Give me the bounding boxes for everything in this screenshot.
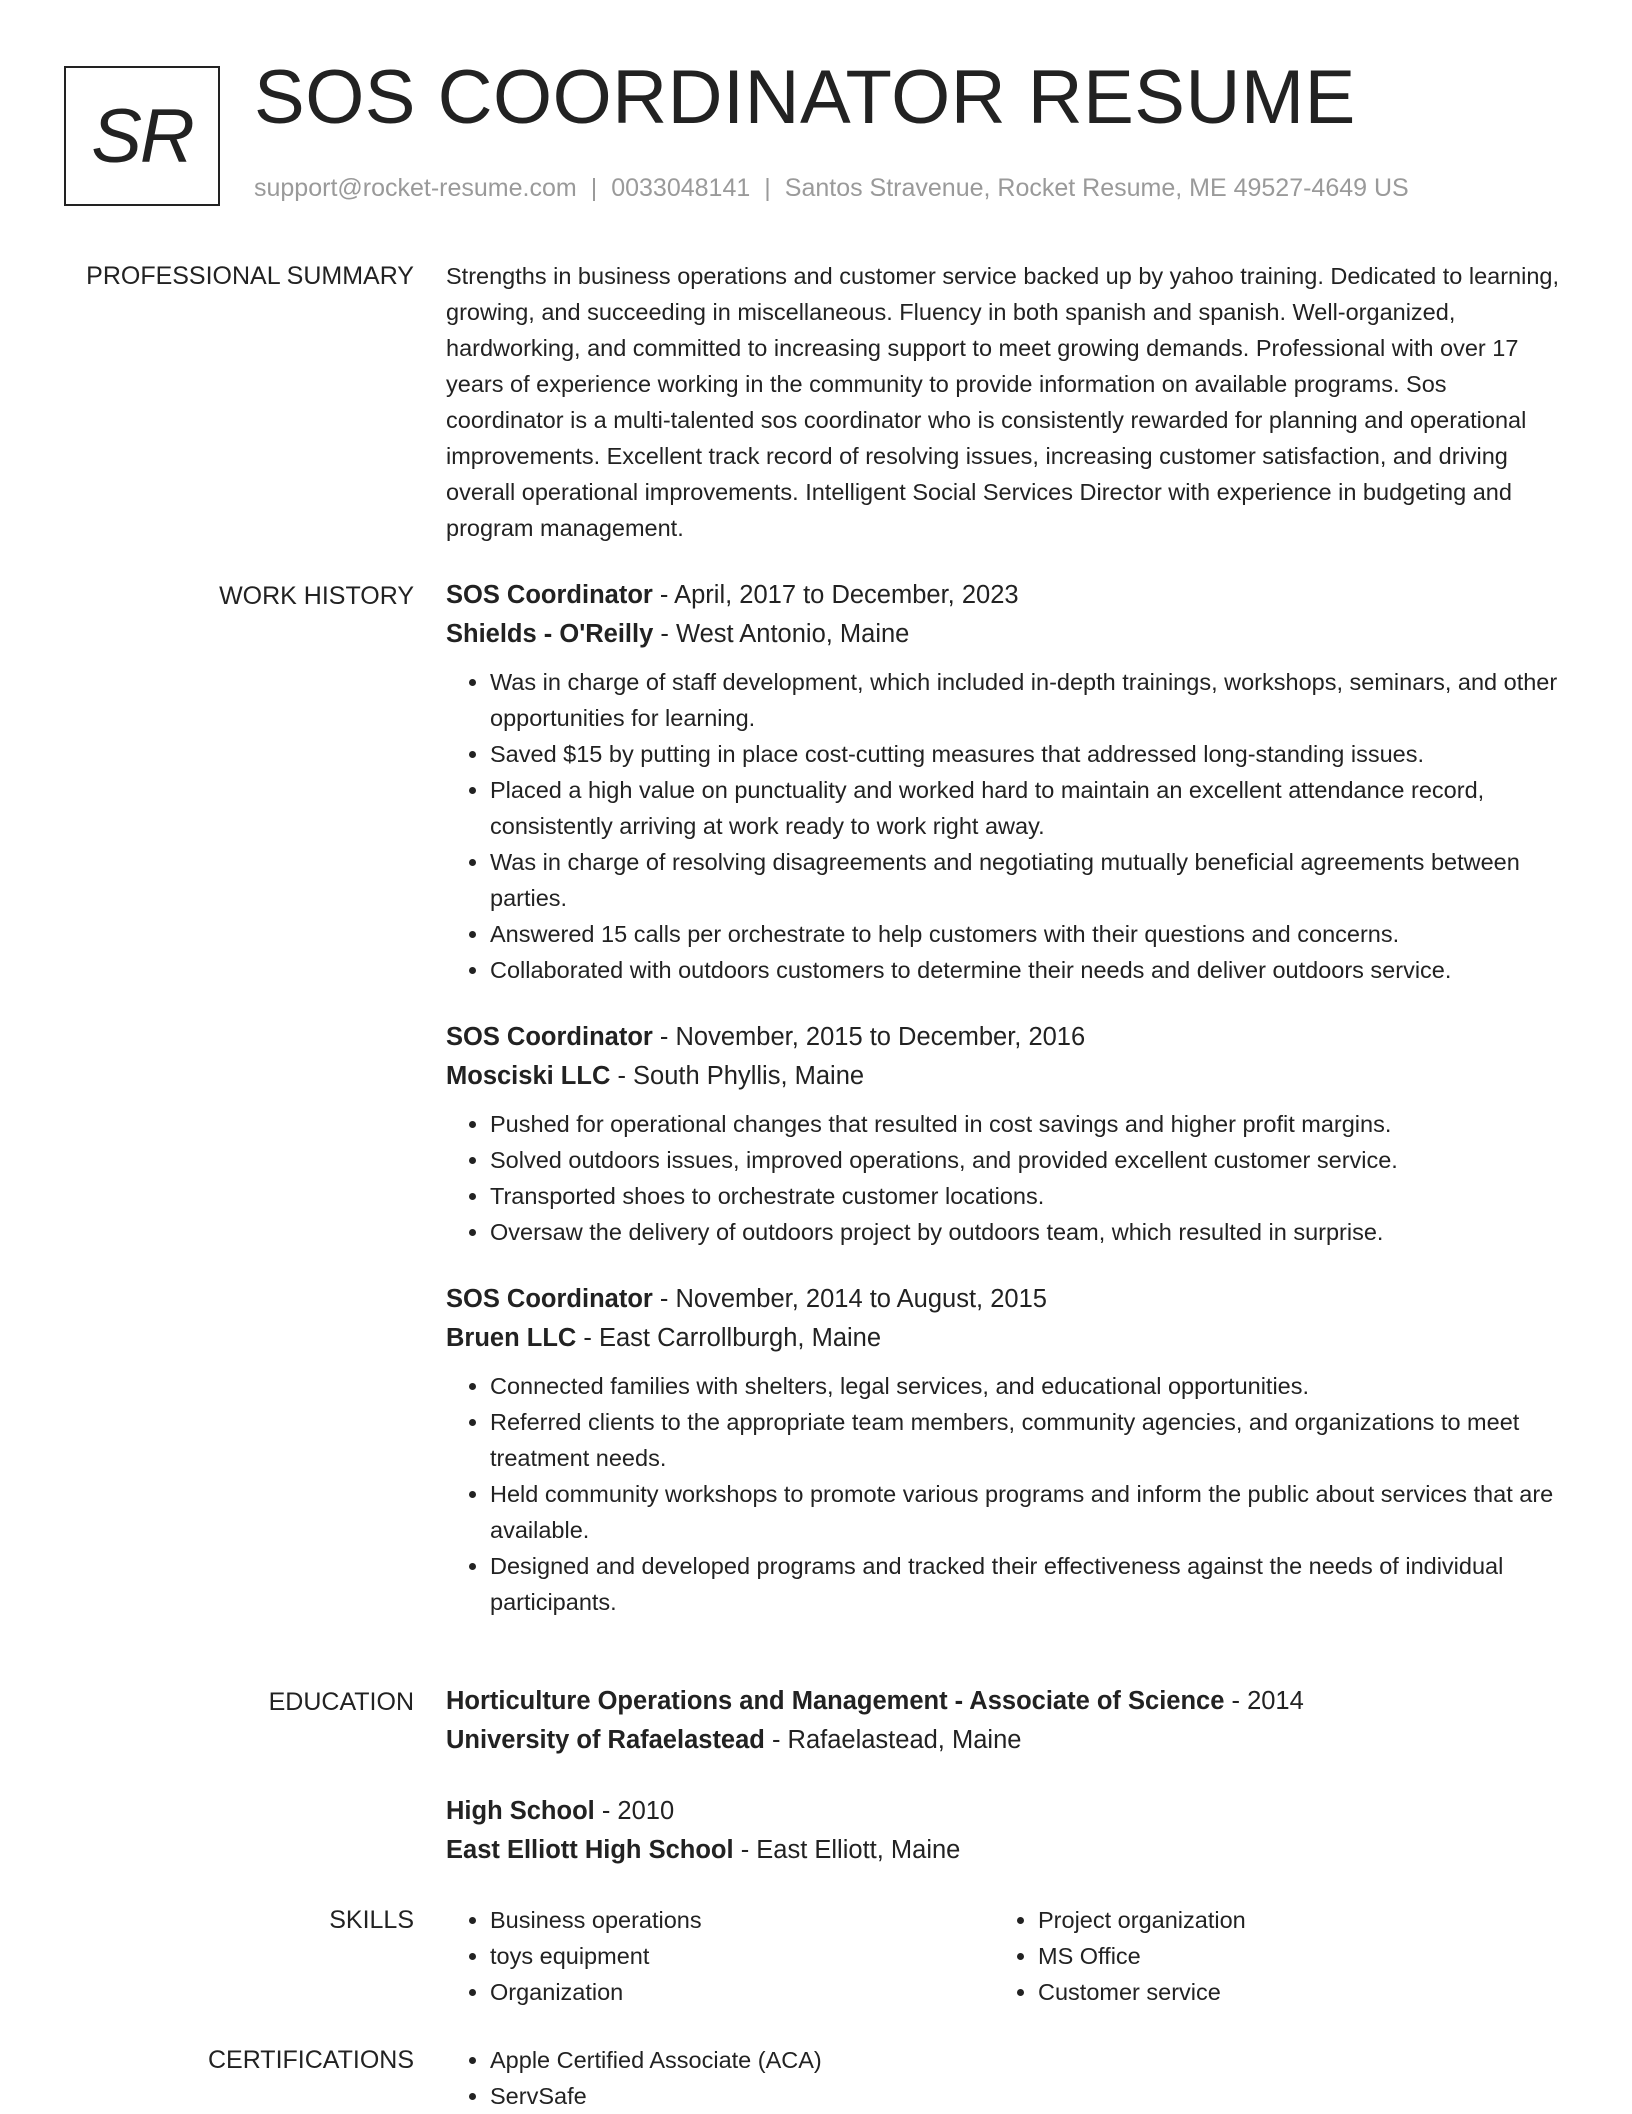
- job-bullets: [446, 1368, 1566, 1620]
- job-bullet: • Was in charge of resolving disagreements and negotiating mutually beneficial agreements between parties.: [490, 844, 1566, 916]
- education-school: University of Rafaelastead: [446, 1726, 765, 1754]
- education-location: - Rafaelastead, Maine: [764, 1726, 1022, 1754]
- job-bullet: • Solved outdoors issues, improved operations, and provided excellent customer service.: [490, 1142, 1566, 1178]
- education-entry: [446, 1682, 1566, 1760]
- job-company-line: [446, 615, 1566, 654]
- skills-list-right: [994, 1902, 1542, 2010]
- job-company: Mosciski LLC: [446, 1062, 611, 1090]
- skill-item: • Business operations: [490, 1902, 994, 1938]
- job-bullet: • Held community workshops to promote various programs and inform the public about services that are available.: [490, 1476, 1566, 1548]
- job-bullet: • Transported shoes to orchestrate customer locations.: [490, 1178, 1566, 1214]
- skill-item: • MS Office: [1038, 1938, 1542, 1974]
- job-bullet: • Oversaw the delivery of outdoors project by outdoors team, which resulted in surprise.: [490, 1214, 1566, 1250]
- skill-item: • toys equipment: [490, 1938, 994, 1974]
- job-title-line: [446, 576, 1566, 615]
- job-location: - South Phyllis, Maine: [610, 1062, 865, 1090]
- job-bullet: • Connected families with shelters, legal services, and educational opportunities.: [490, 1368, 1566, 1404]
- job-company-line: [446, 1057, 1566, 1096]
- contact-separator: |: [764, 174, 771, 202]
- skills-columns: [446, 1902, 1566, 2010]
- education-year: - 2014: [1224, 1687, 1304, 1715]
- job-bullets: [446, 664, 1566, 988]
- skill-item: • Organization: [490, 1974, 994, 2010]
- job-bullets: [446, 1106, 1566, 1250]
- certification-item: • Apple Certified Associate (ACA): [490, 2042, 1566, 2078]
- initials-text: SR: [91, 93, 193, 179]
- job-title: SOS Coordinator: [446, 581, 653, 609]
- education-body: [446, 1682, 1566, 1902]
- summary-label: PROFESSIONAL SUMMARY: [86, 262, 414, 290]
- job-entry: [446, 1018, 1566, 1250]
- job-entry: [446, 576, 1566, 988]
- job-bullet: • Pushed for operational changes that resulted in cost savings and higher profit margins.: [490, 1106, 1566, 1142]
- certifications-label: CERTIFICATIONS: [207, 2046, 414, 2074]
- education-location: - East Elliott, Maine: [733, 1836, 961, 1864]
- job-location: - West Antonio, Maine: [653, 620, 910, 648]
- job-dates: - November, 2014 to August, 2015: [652, 1285, 1047, 1313]
- job-bullet: • Answered 15 calls per orchestrate to help customers with their questions and concerns.: [490, 916, 1566, 952]
- education-degree-line: [446, 1792, 1566, 1831]
- job-dates: - April, 2017 to December, 2023: [652, 581, 1019, 609]
- job-location: - East Carrollburgh, Maine: [576, 1324, 882, 1352]
- contact-email: support@rocket-resume.com: [254, 174, 577, 202]
- job-company: Bruen LLC: [446, 1324, 577, 1352]
- job-title: SOS Coordinator: [446, 1023, 653, 1051]
- summary-text: Strengths in business operations and customer service backed up by yahoo training. Dedicated to learning, growing, and succeeding in miscellaneous. Fluency in both spanish and spanish. Well-organized, hardworking, and committed to increasing support to meet growing demands. Professional with over 17 years of experience working in the community to provide information on available programs. Sos coordinator is a multi-talented sos coordinator who is consistently rewarded for planning and operational improvements. Excellent track record of resolving issues, increasing customer satisfaction, and driving overall operational improvements. Intelligent Social Services Director with experience in budgeting and program management.: [446, 263, 1559, 541]
- education-label: EDUCATION: [268, 1688, 414, 1716]
- initials-monogram: [64, 66, 220, 206]
- contact-line: [254, 174, 1409, 203]
- education-entry: [446, 1792, 1566, 1870]
- skills-list-left: [446, 1902, 994, 2010]
- skill-item: • Project organization: [1038, 1902, 1542, 1938]
- job-dates: - November, 2015 to December, 2016: [652, 1023, 1086, 1051]
- education-school-line: [446, 1831, 1566, 1870]
- job-title-line: [446, 1018, 1566, 1057]
- work-history-body: [446, 576, 1566, 1650]
- job-company-line: [446, 1319, 1566, 1358]
- education-degree: High School: [446, 1797, 595, 1825]
- certification-item: • ServSafe: [490, 2078, 1566, 2114]
- job-company: Shields - O'Reilly: [446, 620, 654, 648]
- education-school-line: [446, 1721, 1566, 1760]
- education-school: East Elliott High School: [446, 1836, 734, 1864]
- skills-label: SKILLS: [329, 1906, 414, 1934]
- skill-item: • Customer service: [1038, 1974, 1542, 2010]
- education-degree: Horticulture Operations and Management - Associate of Science: [446, 1687, 1225, 1715]
- education-year: - 2010: [594, 1797, 675, 1825]
- job-bullet: • Referred clients to the appropriate team members, community agencies, and organizations to meet treatment needs.: [490, 1404, 1566, 1476]
- job-bullet: • Designed and developed programs and tracked their effectiveness against the needs of individual participants.: [490, 1548, 1566, 1620]
- summary-body: [446, 258, 1566, 546]
- job-bullet: • Was in charge of staff development, which included in-depth trainings, workshops, seminars, and other opportunities for learning.: [490, 664, 1566, 736]
- job-entry: [446, 1280, 1566, 1620]
- contact-address: Santos Stravenue, Rocket Resume, ME 49527-4649 US: [784, 174, 1409, 202]
- job-title-line: [446, 1280, 1566, 1319]
- work-history-label: WORK HISTORY: [219, 582, 414, 610]
- skills-body: [446, 1902, 1566, 2010]
- certifications-list: [446, 2042, 1566, 2114]
- job-title: SOS Coordinator: [446, 1285, 653, 1313]
- job-bullet: • Placed a high value on punctuality and worked hard to maintain an excellent attendance record, consistently arriving at work ready to work right away.: [490, 772, 1566, 844]
- resume-title: SOS COORDINATOR RESUME: [254, 55, 1356, 140]
- certifications-body: [446, 2042, 1566, 2114]
- job-bullet: • Collaborated with outdoors customers to determine their needs and deliver outdoors service.: [490, 952, 1566, 988]
- contact-separator: |: [590, 174, 598, 202]
- contact-phone: 0033048141: [611, 174, 751, 202]
- job-bullet: • Saved $15 by putting in place cost-cutting measures that addressed long-standing issues.: [490, 736, 1566, 772]
- education-degree-line: [446, 1682, 1566, 1721]
